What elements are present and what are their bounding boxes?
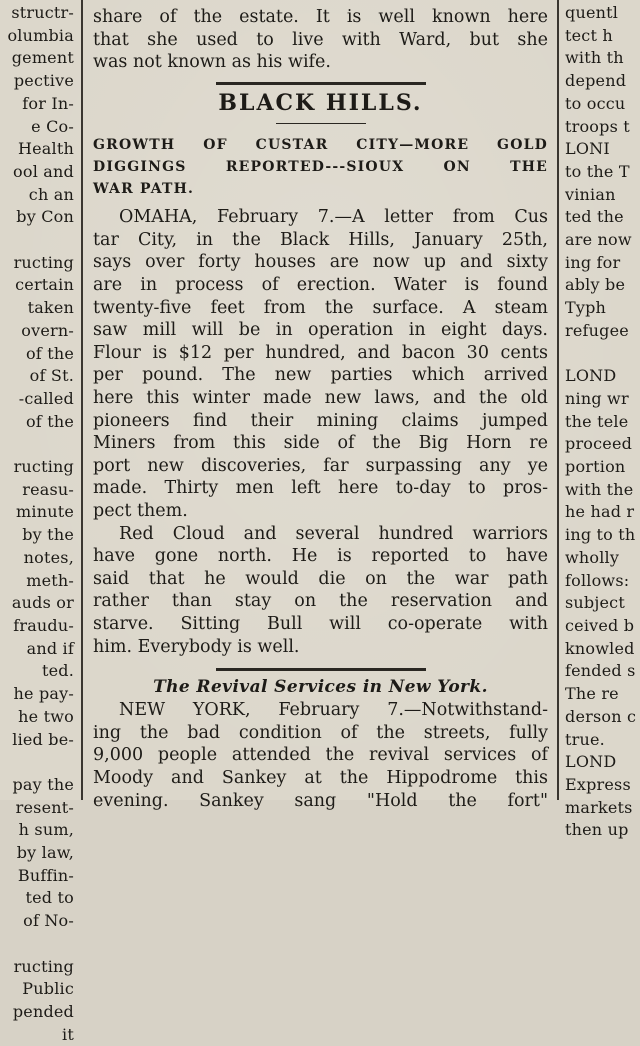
paragraph-line: 9,000 people attended the revival services of [93, 745, 548, 766]
intro-line: share of the estate. It is well known here [93, 7, 548, 27]
article-subhead: The Revival Services in New York. [153, 677, 488, 698]
right-column-line: markets [565, 797, 633, 817]
right-column-line: are now [565, 230, 632, 250]
left-column-line: ructing [13, 956, 74, 976]
left-column-line: by the [22, 525, 74, 545]
right-column-line: LOND [565, 752, 617, 772]
left-column-line: by law, [16, 843, 74, 863]
right-column-line: refugee [565, 320, 629, 340]
left-column-line: of No- [23, 911, 74, 931]
right-column-line: then up [565, 820, 629, 840]
paragraph-line: per pound. The new parties which arrived [93, 365, 548, 386]
paragraph-line: Moody and Sankey at the Hippodrome this [93, 767, 548, 788]
right-column-line: to the T [565, 161, 630, 181]
left-column-line: meth- [26, 570, 74, 590]
right-column-line: ted the [565, 207, 624, 227]
left-column-line: of the [25, 411, 74, 431]
right-column-line: derson c [565, 706, 637, 726]
paragraph-line: are in process of erection. Water is found [93, 275, 548, 296]
right-column-line: ing to th [565, 525, 636, 545]
paragraph-line: him. Everybody is well. [93, 636, 300, 657]
right-column-line: ceived b [565, 615, 635, 635]
left-column-line: lied be- [12, 729, 74, 749]
left-column-line: -called [18, 388, 74, 408]
left-column-line: e Co- [31, 116, 74, 136]
left-column-line: it [62, 1024, 74, 1044]
right-column-line: portion [565, 457, 626, 477]
paragraph-line: tar City, in the Black Hills, January 25th, [93, 229, 548, 250]
left-column-line: h sum, [18, 820, 74, 840]
left-column-line: ch an [28, 184, 74, 204]
right-column-line: ably be [565, 275, 626, 295]
right-column-line: tect h [565, 25, 613, 45]
article-deck [93, 134, 548, 200]
right-column-line: Express [565, 774, 631, 794]
right-column-line: knowled [565, 638, 635, 658]
article-heading: BLACK HILLS. [218, 89, 423, 116]
left-column-line: olumbia [7, 25, 74, 45]
left-column-line: reasu- [22, 479, 74, 499]
paragraph-line: evening. Sankey sang "Hold the fort" [93, 790, 548, 811]
heading-rule-top [216, 82, 426, 85]
right-column-line: to occu [565, 93, 626, 113]
left-column-line [0, 933, 80, 956]
right-column-line: depend [565, 71, 627, 91]
section-rule [216, 668, 426, 671]
right-column-line: The re [565, 684, 619, 704]
left-column-line: fraudu- [13, 615, 74, 635]
paragraph-line: OMAHA, February 7.—A letter from Cus [119, 207, 548, 228]
column-rule-right [557, 0, 559, 800]
right-column-line: true. [565, 729, 605, 749]
article-paragraph [93, 523, 548, 659]
left-column-line: he two [18, 706, 74, 726]
deck-line: WAR PATH. [93, 181, 195, 198]
left-column-line: minute [16, 502, 74, 522]
paragraph-line: says over forty houses are now up and sixty [93, 252, 548, 273]
heading-rule-bottom [276, 123, 366, 125]
left-column-line: Public [22, 979, 74, 999]
intro-paragraph [93, 6, 548, 74]
right-column-line: wholly [565, 547, 620, 567]
left-column-line: structr- [11, 3, 74, 22]
right-column-line: vinian [565, 184, 616, 204]
paragraph-line: ing the bad condition of the streets, fully [93, 722, 548, 743]
deck-line: DIGGINGS REPORTED---SIOUX ON THE [93, 159, 548, 176]
paragraph-line: saw mill will be in operation in eight days. [93, 320, 548, 341]
left-column-line [0, 751, 80, 774]
right-column-line: troops t [565, 116, 630, 136]
left-column-line: pay the [12, 774, 74, 794]
left-column-line: pended [12, 1001, 74, 1021]
right-column-line: follows: [565, 570, 630, 590]
deck-line: GROWTH OF CUSTAR CITY—MORE GOLD [93, 137, 548, 154]
left-column-line: of the [25, 343, 74, 363]
paragraph-line: made. Thirty men left here to-day to pros- [93, 478, 548, 499]
right-column-line [560, 343, 640, 366]
intro-line: that she used to live with Ward, but she [93, 29, 548, 50]
left-column-line: Health [17, 139, 74, 159]
left-column-line [0, 433, 80, 456]
right-column-line: fended s [565, 661, 636, 681]
left-column-line: by Con [16, 207, 74, 227]
main-column [83, 0, 553, 811]
right-column-line: LOND [565, 366, 617, 386]
main-column-text [93, 6, 548, 812]
right-column-line: LONI [565, 139, 610, 159]
paragraph-line: Flour is $12 per hundred, and bacon 30 cents [93, 342, 548, 363]
paragraph-line: starve. Sitting Bull will co-operate with [93, 613, 548, 634]
left-column-line: ructing [13, 457, 74, 477]
right-column-line: the tele [565, 411, 629, 431]
left-column-line [0, 229, 80, 252]
left-column-line: pective [13, 71, 74, 91]
left-column-line: he pay- [13, 684, 74, 704]
left-column [0, 0, 80, 1044]
right-column-line: he had r [565, 502, 635, 522]
left-column-line: resent- [15, 797, 74, 817]
paragraph-line: pioneers find their mining claims jumped [93, 410, 548, 431]
left-column-line: gement [11, 48, 74, 68]
paragraph-line: port new discoveries, far surpassing any ye [93, 455, 548, 476]
article-paragraph [93, 699, 548, 812]
left-column-line: auds or [11, 593, 74, 613]
article-paragraph [93, 206, 548, 522]
left-column-line: taken [27, 298, 74, 318]
paragraph-line: said that he would die on the war path [93, 568, 548, 589]
right-column-line: with the [565, 479, 634, 499]
left-column-line: certain [15, 275, 74, 295]
paragraph-line: Miners from this side of the Big Horn re [93, 433, 548, 454]
left-column-line: notes, [23, 547, 74, 567]
paragraph-line: here this winter made new laws, and the old [93, 388, 548, 409]
paragraph-line: twenty-five feet from the surface. A steam [93, 297, 548, 318]
left-column-line: Buffin- [17, 865, 74, 885]
intro-line: was not known as his wife. [93, 52, 331, 73]
left-column-line: ool and [13, 161, 74, 181]
left-column-line: for In- [22, 93, 74, 113]
right-column-line: Typh [565, 298, 607, 318]
right-column [560, 0, 640, 840]
left-column-line: ted. [41, 661, 74, 681]
right-column-line: ing for [565, 252, 621, 272]
paragraph-line: NEW YORK, February 7.—Notwithstand- [119, 700, 548, 721]
paragraph-line: have gone north. He is reported to have [93, 546, 548, 567]
left-column-line: overn- [21, 320, 74, 340]
right-column-line: quentl [565, 3, 619, 22]
left-column-line: ted to [25, 888, 74, 908]
left-column-line: ructing [13, 252, 74, 272]
right-column-line: proceed [565, 434, 633, 454]
paragraph-line: Red Cloud and several hundred warriors [119, 523, 548, 544]
left-column-line: of St. [29, 366, 74, 386]
paragraph-line: rather than stay on the reservation and [93, 591, 548, 612]
right-column-line: with th [565, 48, 624, 68]
paragraph-line: pect them. [93, 501, 188, 521]
right-column-line: ning wr [565, 388, 629, 408]
right-column-line: subject [565, 593, 625, 613]
left-column-line: and if [26, 638, 74, 658]
